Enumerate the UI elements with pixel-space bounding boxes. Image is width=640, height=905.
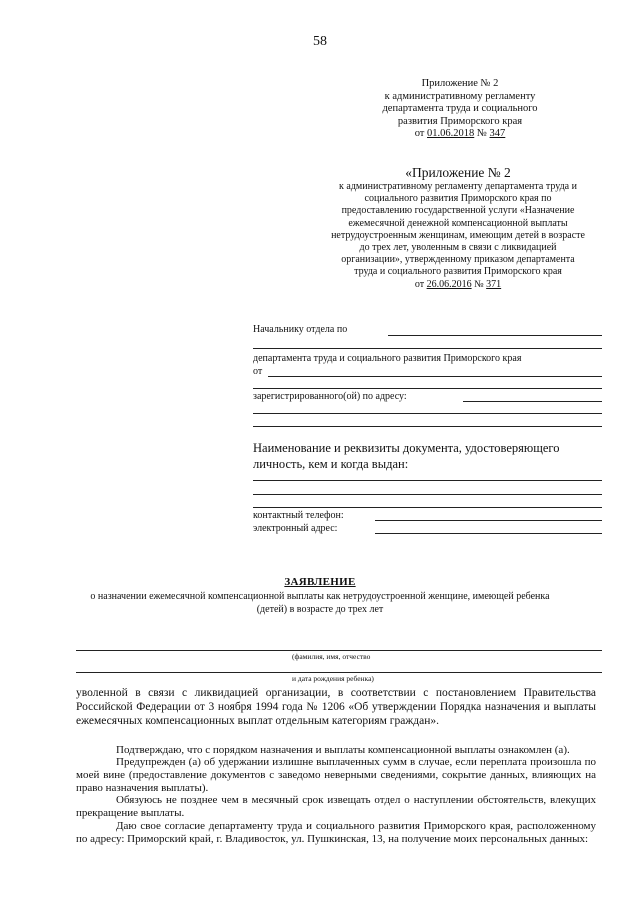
department-name-field[interactable]	[388, 335, 602, 336]
appendix-line: предоставлению государственной услуги «Назначение	[341, 205, 575, 217]
notification-obligation-paragraph: Обязуюсь не позднее чем в месячный срок извещать отдел о наступлении обстоятельств, влекущих прекращение выплаты.	[76, 794, 596, 819]
overpayment-warning-paragraph: Предупрежден (а) об удержании излишне выплаченных сумм в случае, если переплата произошла по моей вине (предоставление документов с заведомо неверными сведениями, сокрытие данных, влияющих на право назначения выплаты).	[76, 756, 596, 794]
appendix-number: 371	[486, 278, 502, 290]
appendix-line: к административному регламенту	[384, 90, 536, 102]
appendix-date-line: от 01.06.2018 № 347	[414, 128, 506, 139]
id-document-line-2[interactable]	[253, 494, 602, 495]
id-document-label: Наименование и реквизиты документа, удостоверяющего личность, кем и когда выдан:	[253, 441, 560, 471]
statement-title: ЗАЯВЛЕНИЕ	[284, 576, 356, 588]
applicant-name-field[interactable]	[268, 376, 602, 377]
child-birthdate-caption: и дата рождения ребенка)	[292, 674, 374, 683]
appendix-line: ежемесячной денежной компенсационной выплаты	[348, 217, 568, 229]
address-line-2[interactable]	[253, 413, 602, 414]
department-label: департамента труда и социального развития Приморского края	[253, 353, 522, 364]
appendix-header-current	[350, 78, 570, 141]
address-line-3[interactable]	[253, 426, 602, 427]
child-name-field[interactable]	[76, 650, 602, 651]
appendix-date: 01.06.2018	[427, 128, 475, 139]
from-label: от	[253, 366, 263, 377]
phone-field[interactable]	[375, 520, 602, 521]
statement-main-paragraph: уволенной в связи с ликвидацией организации, в соответствии с постановлением Правительства Российской Федерации от 3 ноября 1994 года № 1206 «Об утверждении Порядка назначения и выплаты ежемесячных компенсационных выплат отдельным категориям граждан».	[76, 687, 596, 727]
acknowledgement-paragraph: Подтверждаю, что с порядком назначения и выплаты компенсационной выплаты ознакомлен (а).	[116, 744, 570, 756]
appendix-line: до трех лет, уволенным в связи с ликвидацией	[359, 242, 557, 254]
child-name-caption: (фамилия, имя, отчество	[292, 652, 371, 661]
email-label: электронный адрес:	[253, 523, 338, 534]
appendix-title: Приложение № 2	[421, 78, 499, 89]
appendix-line: организации», утвержденному приказом департамента	[341, 254, 575, 266]
appendix-line: нетрудоустроенным женщинам, имеющим детей в возрасте	[331, 229, 585, 241]
consent-paragraph: Даю свое согласие департаменту труда и социального развития Приморского края, расположенному по адресу: Приморский край, г. Владивосток, ул. Пушкинская, 13, на получение моих персональных данных:	[76, 820, 596, 845]
appendix-line: департамента труда и социального	[382, 103, 538, 114]
appendix-number: 347	[489, 128, 506, 139]
appendix-line: к административному регламенту департамента труда и	[339, 181, 577, 192]
statement-subtitle: о назначении ежемесячной компенсационной выплаты как нетрудоустроенной женщине, имеющей ребенка (детей) в возрасте до трех лет	[90, 591, 550, 615]
address-field[interactable]	[463, 401, 602, 402]
phone-label: контактный телефон:	[253, 510, 344, 521]
appendix-title: «Приложение № 2	[405, 165, 511, 180]
blank-line[interactable]	[253, 348, 602, 349]
appendix-line: социального развития Приморского края по	[364, 193, 552, 205]
blank-line[interactable]	[253, 388, 602, 389]
appendix-date-line: от 26.06.2016 № 371	[414, 278, 502, 290]
child-birthdate-field[interactable]	[76, 672, 602, 673]
appendix-line: развития Приморского края	[397, 115, 523, 127]
id-document-line-1[interactable]	[253, 480, 602, 481]
to-head-label: Начальнику отдела по	[253, 324, 348, 335]
appendix-date: 26.06.2016	[426, 278, 472, 290]
email-field[interactable]	[375, 533, 602, 534]
appendix-header-original	[308, 165, 608, 291]
id-document-line-3[interactable]	[253, 507, 602, 508]
appendix-line: труда и социального развития Приморского края	[354, 266, 562, 278]
registered-address-label: зарегистрированного(ой) по адресу:	[253, 391, 407, 402]
page-number: 58	[313, 34, 327, 49]
